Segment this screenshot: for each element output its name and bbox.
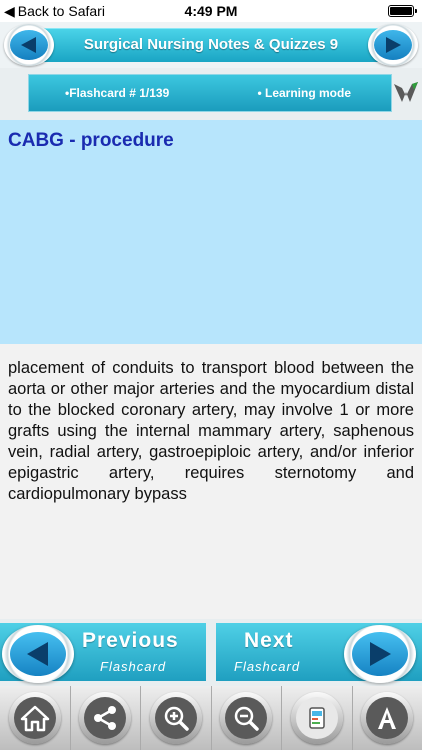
- next-label: Next: [244, 629, 294, 652]
- answer-text: placement of conduits to transport blood between the aorta or other major arteries and the myocardium distal to the blocked coronary artery, may involve 1 or more grafts using the internal mammary artery, saphenous vein, radial artery, gastroepiploic artery, and/or inferior epigastric artery, requires sternotomy and cardiopulmonary bypass: [0, 344, 422, 619]
- mode-label: • Learning mode: [257, 86, 351, 100]
- battery-icon: [388, 5, 414, 17]
- flashcards-icon: [302, 703, 332, 733]
- status-bar: [0, 0, 422, 22]
- previous-sublabel: Flashcard: [100, 659, 167, 674]
- info-bar: [0, 68, 422, 120]
- question-panel: [0, 120, 422, 344]
- navigation-row: [0, 619, 422, 686]
- clock: 4:49 PM: [184, 3, 238, 19]
- header-back-button[interactable]: [4, 24, 54, 66]
- previous-label: Previous: [82, 629, 179, 652]
- zoom-in-button[interactable]: [141, 686, 212, 750]
- next-sublabel: Flashcard: [234, 659, 301, 674]
- zoom-out-button[interactable]: [212, 686, 283, 750]
- zoom-out-icon: [231, 703, 261, 733]
- arrow-right-icon: [365, 640, 395, 668]
- back-label: Back to Safari: [17, 3, 105, 19]
- bottom-toolbar: [0, 686, 422, 750]
- next-arrow-button[interactable]: [344, 625, 416, 683]
- previous-arrow-button[interactable]: [2, 625, 74, 683]
- arrow-left-icon: [18, 36, 40, 54]
- font-size-button[interactable]: [353, 686, 422, 750]
- header-forward-button[interactable]: [368, 24, 418, 66]
- arrow-right-icon: [382, 36, 404, 54]
- arrow-left-icon: [23, 640, 53, 668]
- share-button[interactable]: [71, 686, 142, 750]
- home-icon: [20, 704, 50, 732]
- font-icon: [372, 703, 402, 733]
- app-title: Surgical Nursing Notes & Quizzes 9: [83, 36, 339, 53]
- flashcard-counter: •Flashcard # 1/139: [65, 86, 170, 100]
- title-bar: [0, 22, 422, 68]
- back-chevron-icon: ◀: [4, 3, 15, 19]
- info-strip: [28, 74, 392, 112]
- question-text: CABG - procedure: [8, 130, 174, 151]
- app-logo-icon: [392, 78, 420, 106]
- zoom-in-icon: [161, 703, 191, 733]
- flashcards-button[interactable]: [282, 686, 353, 750]
- home-button[interactable]: [0, 686, 71, 750]
- share-icon: [90, 703, 120, 733]
